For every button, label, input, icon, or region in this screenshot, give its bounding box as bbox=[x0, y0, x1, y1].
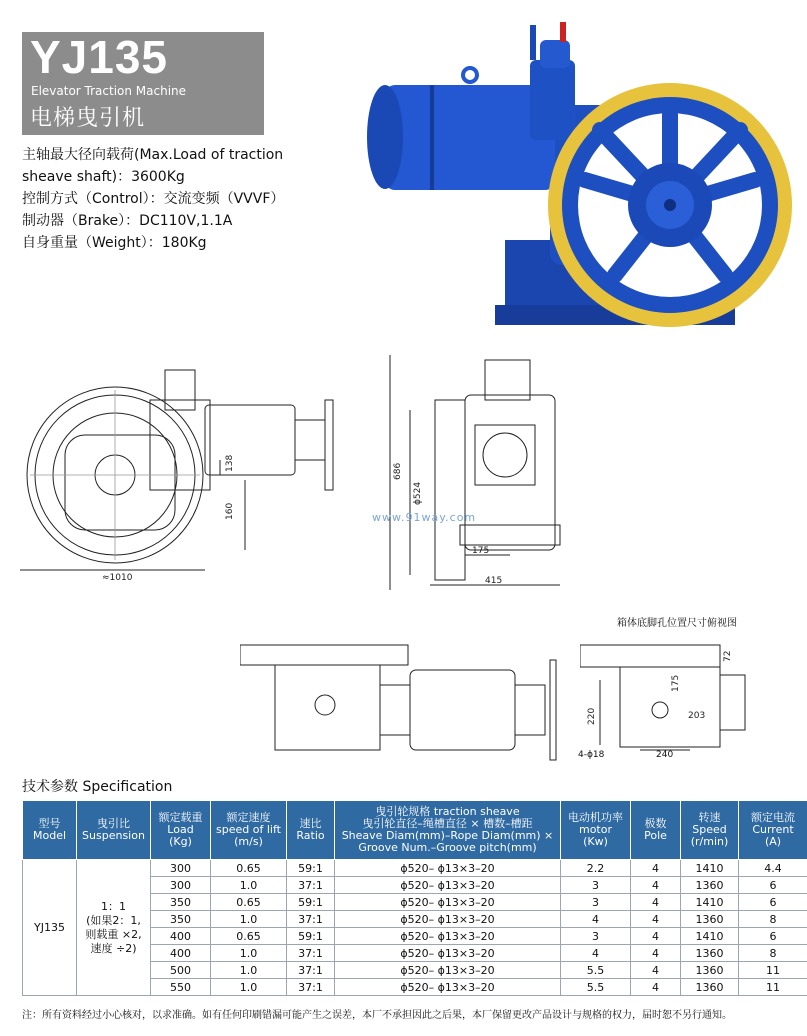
cell-ratio: 37:1 bbox=[287, 962, 335, 979]
model-title: YJ135 bbox=[30, 31, 169, 83]
top-view-drawing bbox=[240, 630, 560, 765]
cell-motor: 3 bbox=[561, 928, 631, 945]
cell-sheave: ϕ520– ϕ13×3–20 bbox=[335, 979, 561, 996]
dim-138: 138 bbox=[225, 454, 235, 472]
header-ratio: 速比 Ratio bbox=[287, 801, 335, 860]
spec-control: 控制方式（Control）：交流变频（VVVF） bbox=[22, 191, 285, 207]
header-current: 额定电流 Current (A) bbox=[739, 801, 807, 860]
dim-4phi18: 4-ϕ18 bbox=[578, 750, 605, 760]
spec-brake: 制动器（Brake）：DC110V,1.1A bbox=[22, 213, 233, 229]
watermark: www.91way.com bbox=[372, 511, 477, 524]
cell-current: 6 bbox=[739, 928, 807, 945]
cell-load: 500 bbox=[151, 962, 211, 979]
cell-pole: 4 bbox=[631, 911, 681, 928]
cell-motor: 5.5 bbox=[561, 979, 631, 996]
cell-speed: 1.0 bbox=[211, 945, 287, 962]
spec-table bbox=[22, 800, 807, 996]
dim-686: 686 bbox=[393, 462, 403, 480]
suspension-cell: 1：1 (如果2：1, 则载重 ×2, 速度 ÷2) bbox=[77, 860, 151, 996]
spec-max-load-line1: 主轴最大径向载荷(Max.Load of traction bbox=[22, 147, 284, 163]
model-cell: YJ135 bbox=[23, 860, 77, 996]
cell-sheave: ϕ520– ϕ13×3–20 bbox=[335, 928, 561, 945]
header-model: 型号 Model bbox=[23, 801, 77, 860]
cell-motor: 4 bbox=[561, 911, 631, 928]
cell-load: 350 bbox=[151, 911, 211, 928]
cell-speed: 1.0 bbox=[211, 911, 287, 928]
cell-rpm: 1360 bbox=[681, 962, 739, 979]
cell-sheave: ϕ520– ϕ13×3–20 bbox=[335, 894, 561, 911]
cell-current: 8 bbox=[739, 945, 807, 962]
cell-pole: 4 bbox=[631, 928, 681, 945]
front-elevation-drawing bbox=[20, 360, 350, 590]
spec-max-load-line2: sheave shaft)：3600Kg bbox=[22, 169, 185, 185]
cell-rpm: 1360 bbox=[681, 979, 739, 996]
table-header-row bbox=[23, 801, 807, 860]
dim-72: 72 bbox=[723, 650, 733, 662]
cell-load: 300 bbox=[151, 877, 211, 894]
cell-current: 11 bbox=[739, 962, 807, 979]
cell-ratio: 37:1 bbox=[287, 911, 335, 928]
dim-160: 160 bbox=[225, 502, 235, 520]
cell-rpm: 1360 bbox=[681, 911, 739, 928]
header-speed-of-lift: 额定速度 speed of lift (m/s) bbox=[211, 801, 287, 860]
cell-rpm: 1410 bbox=[681, 894, 739, 911]
cell-sheave: ϕ520– ϕ13×3–20 bbox=[335, 962, 561, 979]
dim-203: 203 bbox=[688, 711, 706, 721]
subtitle-english: Elevator Traction Machine bbox=[31, 84, 187, 98]
cell-motor: 4 bbox=[561, 945, 631, 962]
dim-175-bottom: 175 bbox=[671, 674, 681, 692]
dim-240: 240 bbox=[656, 750, 674, 760]
foot-hole-drawing bbox=[580, 630, 760, 755]
cell-ratio: 37:1 bbox=[287, 877, 335, 894]
cell-load: 350 bbox=[151, 894, 211, 911]
footnote: 注：所有资料经过小心核对，以求准确。如有任何印刷错漏可能产生之误差，本厂不承担因此之后果，本厂保留更改产品设计与规格的权力，届时恕不另行通知。 bbox=[22, 1010, 732, 1021]
cell-load: 300 bbox=[151, 860, 211, 877]
cell-sheave: ϕ520– ϕ13×3–20 bbox=[335, 860, 561, 877]
bottom-view-title: 箱体底脚孔位置尺寸俯视图 bbox=[617, 618, 737, 629]
cell-motor: 2.2 bbox=[561, 860, 631, 877]
cell-pole: 4 bbox=[631, 945, 681, 962]
cell-rpm: 1360 bbox=[681, 945, 739, 962]
cell-current: 6 bbox=[739, 877, 807, 894]
header-traction-sheave: 曳引轮规格 traction sheave 曳引轮直径–绳槽直径 × 槽数–槽距 Sheave Diam(mm)–Rope Diam(mm) × Groove Num.–Groove pitch(mm) bbox=[335, 801, 561, 860]
dim-415: 415 bbox=[485, 576, 503, 586]
table-row bbox=[23, 860, 807, 877]
cell-ratio: 37:1 bbox=[287, 945, 335, 962]
cell-pole: 4 bbox=[631, 962, 681, 979]
header-suspension: 曳引比 Suspension bbox=[77, 801, 151, 860]
cell-sheave: ϕ520– ϕ13×3–20 bbox=[335, 945, 561, 962]
cell-speed: 0.65 bbox=[211, 860, 287, 877]
cell-motor: 5.5 bbox=[561, 962, 631, 979]
header-pole: 极数 Pole bbox=[631, 801, 681, 860]
spec-weight: 自身重量（Weight）：180Kg bbox=[22, 235, 207, 251]
dim-220: 220 bbox=[587, 707, 597, 725]
traction-machine-photo bbox=[355, 20, 805, 335]
side-elevation-drawing bbox=[380, 355, 580, 590]
dim-phi524: ϕ524 bbox=[413, 481, 423, 505]
cell-motor: 3 bbox=[561, 894, 631, 911]
cell-speed: 0.65 bbox=[211, 928, 287, 945]
cell-sheave: ϕ520– ϕ13×3–20 bbox=[335, 877, 561, 894]
spec-heading: 技术参数 Specification bbox=[22, 779, 173, 795]
cell-load: 400 bbox=[151, 928, 211, 945]
cell-ratio: 59:1 bbox=[287, 894, 335, 911]
cell-ratio: 59:1 bbox=[287, 928, 335, 945]
header-rpm: 转速 Speed (r/min) bbox=[681, 801, 739, 860]
cell-speed: 0.65 bbox=[211, 894, 287, 911]
cell-rpm: 1410 bbox=[681, 860, 739, 877]
cell-pole: 4 bbox=[631, 979, 681, 996]
header-load: 额定载重 Load (Kg) bbox=[151, 801, 211, 860]
cell-ratio: 37:1 bbox=[287, 979, 335, 996]
cell-speed: 1.0 bbox=[211, 877, 287, 894]
cell-pole: 4 bbox=[631, 877, 681, 894]
cell-rpm: 1410 bbox=[681, 928, 739, 945]
cell-current: 8 bbox=[739, 911, 807, 928]
dim-1010: ≈1010 bbox=[102, 573, 133, 583]
cell-sheave: ϕ520– ϕ13×3–20 bbox=[335, 911, 561, 928]
cell-load: 550 bbox=[151, 979, 211, 996]
cell-pole: 4 bbox=[631, 894, 681, 911]
subtitle-chinese: 电梯曳引机 bbox=[30, 106, 146, 131]
cell-current: 4.4 bbox=[739, 860, 807, 877]
cell-current: 11 bbox=[739, 979, 807, 996]
cell-load: 400 bbox=[151, 945, 211, 962]
cell-motor: 3 bbox=[561, 877, 631, 894]
dim-175: 175 bbox=[472, 546, 490, 556]
cell-rpm: 1360 bbox=[681, 877, 739, 894]
header-motor: 电动机功率 motor (Kw) bbox=[561, 801, 631, 860]
cell-current: 6 bbox=[739, 894, 807, 911]
cell-pole: 4 bbox=[631, 860, 681, 877]
cell-speed: 1.0 bbox=[211, 962, 287, 979]
cell-ratio: 59:1 bbox=[287, 860, 335, 877]
cell-speed: 1.0 bbox=[211, 979, 287, 996]
